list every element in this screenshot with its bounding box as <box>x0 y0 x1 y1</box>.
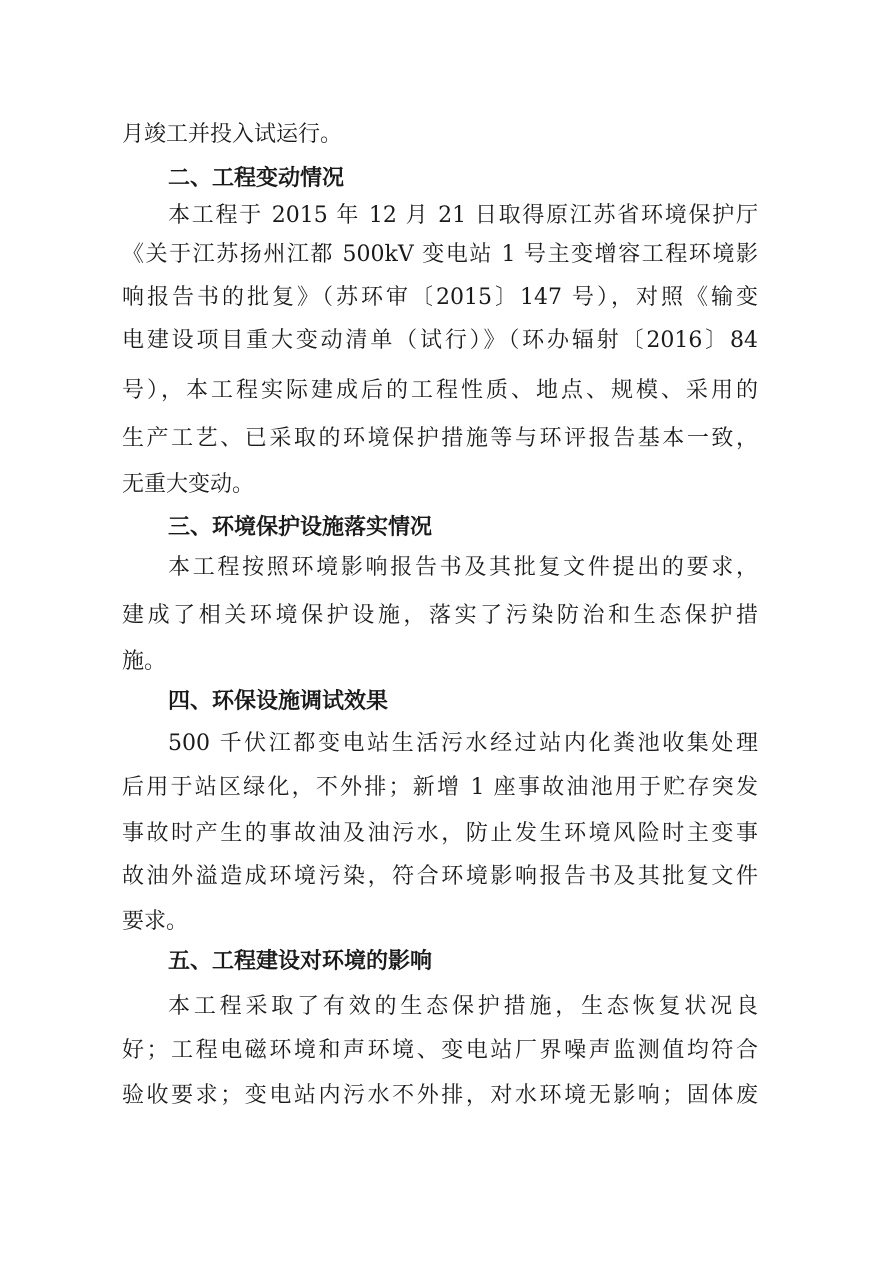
body-line: 本工程于 2015 年 12 月 21 日取得原江苏省环境保护厅 <box>168 203 758 228</box>
body-line: 生产工艺、已采取的环境保护措施等与环评报告基本一致， <box>122 426 758 451</box>
body-line: 验收要求；变电站内污水不外排，对水环境无影响；固体废 <box>122 1083 758 1108</box>
body-line: 要求。 <box>122 909 189 934</box>
section-heading-3: 三、环境保护设施落实情况 <box>168 515 433 540</box>
body-line: 好；工程电磁环境和声环境、变电站厂界噪声监测值均符合 <box>122 1038 758 1063</box>
body-line: 后用于站区绿化，不外排；新增 1 座事故油池用于贮存突发 <box>122 775 758 800</box>
body-line: 月竣工并投入试运行。 <box>122 122 343 147</box>
body-line: 建成了相关环境保护设施，落实了污染防治和生态保护措 <box>122 603 758 628</box>
body-line: 事故时产生的事故油及油污水，防止发生环境风险时主变事 <box>122 821 758 846</box>
body-line: 本工程采取了有效的生态保护措施，生态恢复状况良 <box>168 994 758 1019</box>
body-line: 500 千伏江都变电站生活污水经过站内化粪池收集处理 <box>168 731 758 756</box>
body-line: 无重大变动。 <box>122 472 255 497</box>
body-line: 《关于江苏扬州江都 500kV 变电站 1 号主变增容工程环境影 <box>122 242 758 267</box>
section-heading-5: 五、工程建设对环境的影响 <box>168 949 433 974</box>
section-heading-4: 四、环保设施调试效果 <box>168 689 389 714</box>
body-line: 电建设项目重大变动清单（试行）》（环办辐射〔2016〕84 <box>122 328 758 353</box>
body-line: 本工程按照环境影响报告书及其批复文件提出的要求， <box>168 555 758 580</box>
body-line: 响报告书的批复》（苏环审〔2015〕147 号），对照《输变 <box>122 285 758 310</box>
body-line: 故油外溢造成环境污染，符合环境影响报告书及其批复文件 <box>122 864 758 889</box>
body-line: 号），本工程实际建成后的工程性质、地点、规模、采用的 <box>122 378 758 403</box>
body-line: 施。 <box>122 649 167 674</box>
section-heading-2: 二、工程变动情况 <box>168 166 345 191</box>
